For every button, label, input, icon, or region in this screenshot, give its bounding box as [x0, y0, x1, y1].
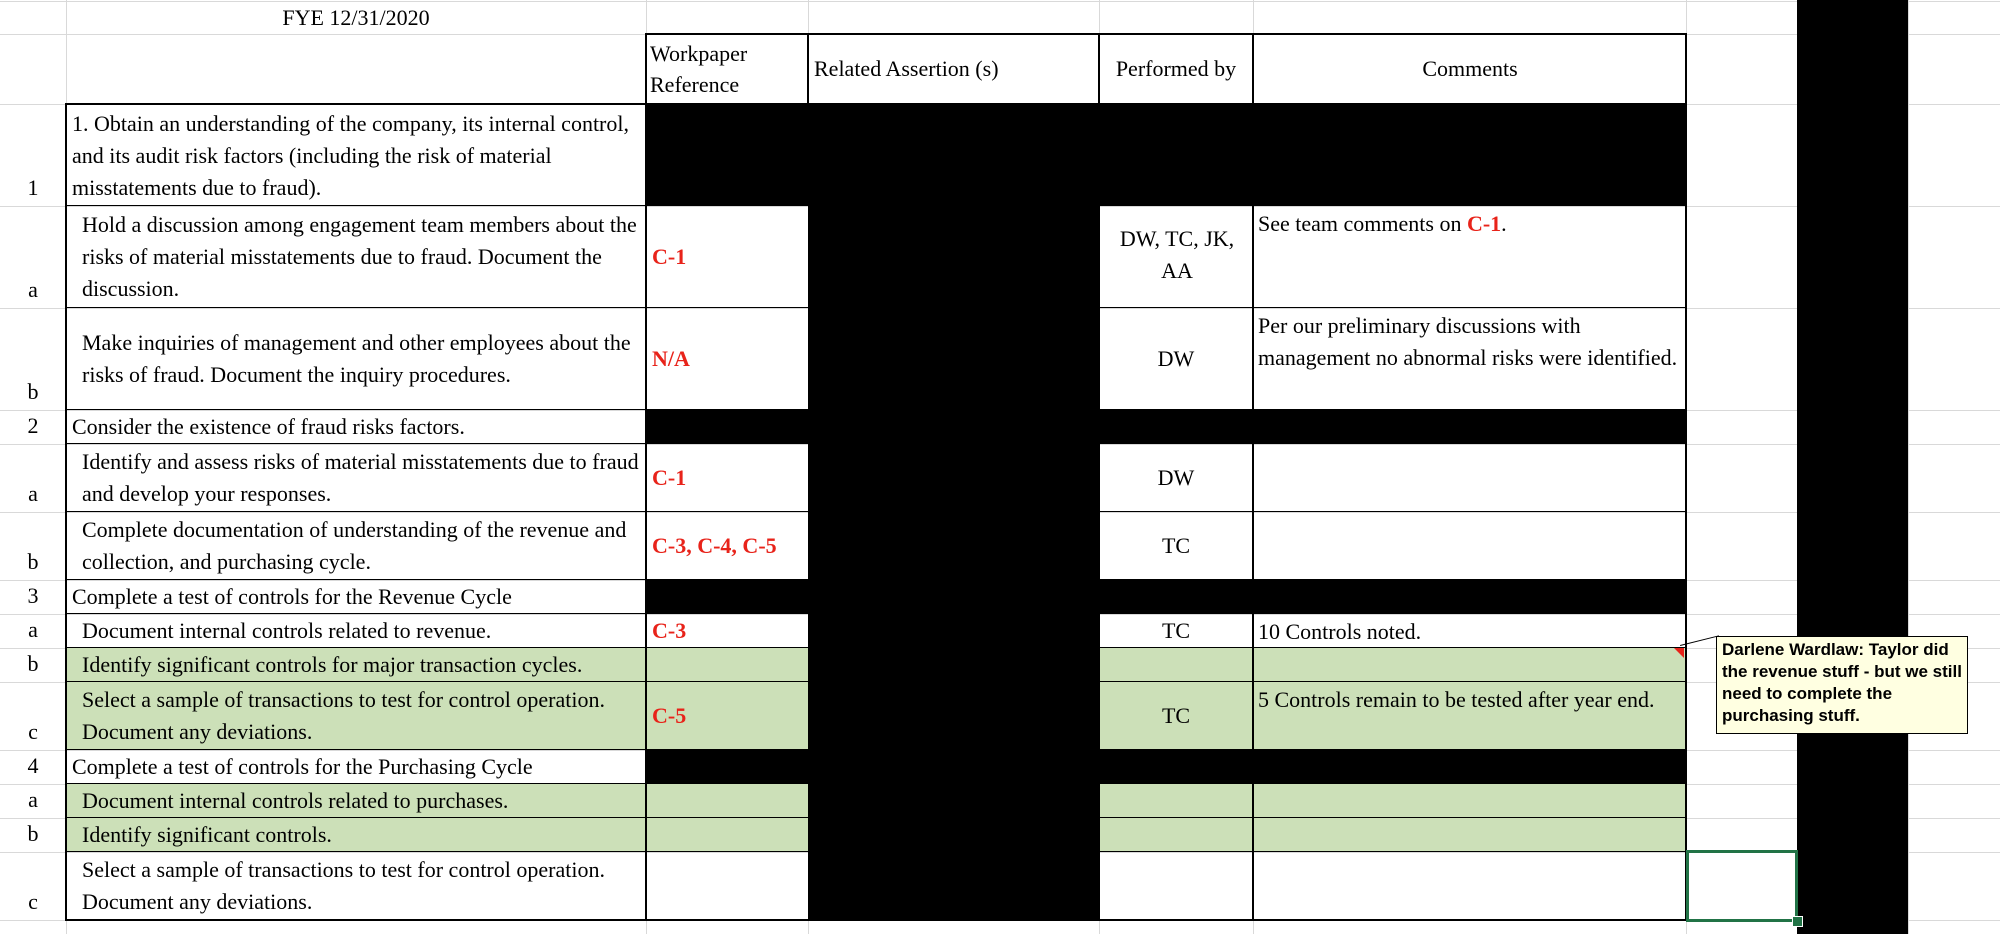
- header-performed: Performed by: [1115, 56, 1237, 81]
- task-cell[interactable]: Identify and assess risks of material misstatements due to fraud and develop your responses.: [82, 449, 639, 506]
- task-cell[interactable]: Document internal controls related to purchases.: [82, 788, 509, 813]
- task-cell[interactable]: Complete a test of controls for the Revenue Cycle: [72, 584, 512, 609]
- task-cell[interactable]: Identify significant controls.: [82, 822, 332, 847]
- workpaper-ref[interactable]: N/A: [652, 346, 690, 371]
- header-assertion: Related Assertion (s): [814, 56, 999, 81]
- workpaper-ref[interactable]: C-1: [652, 465, 687, 490]
- task-cell[interactable]: 1. Obtain an understanding of the company, its internal control, and its audit risk factors (including the risk of material misstatements due to fraud).: [72, 111, 629, 200]
- task-cell[interactable]: Complete a test of controls for the Purchasing Cycle: [72, 754, 533, 779]
- row-number: b: [27, 549, 39, 574]
- row-number: c: [28, 889, 38, 914]
- performed-by[interactable]: TC: [1161, 533, 1191, 558]
- task-cell[interactable]: Document internal controls related to revenue.: [82, 618, 492, 643]
- task-cell[interactable]: Hold a discussion among engagement team members about the risks of material misstatements due to fraud. Document the discussion.: [82, 212, 637, 301]
- workpaper-ref[interactable]: C-3, C-4, C-5: [652, 533, 777, 558]
- task-cell[interactable]: Identify significant controls for major transaction cycles.: [82, 652, 583, 677]
- performed-by[interactable]: DW: [1157, 465, 1195, 490]
- redacted-block: [646, 580, 1686, 614]
- comment-text: See team comments on: [1258, 211, 1467, 236]
- performed-by[interactable]: DW, TC, JK, AA: [1119, 226, 1235, 283]
- row-number: a: [28, 787, 38, 812]
- performed-by[interactable]: TC: [1161, 618, 1191, 643]
- task-cell[interactable]: Make inquiries of management and other employees about the risks of fraud. Document the inquiry procedures.: [82, 330, 631, 387]
- workpaper-ref[interactable]: C-5: [652, 703, 687, 728]
- row-number: 1: [27, 175, 39, 200]
- fill-handle[interactable]: [1792, 916, 1803, 927]
- row-number: a: [28, 617, 38, 642]
- workpaper-ref[interactable]: C-1: [652, 244, 687, 269]
- row-number: b: [27, 821, 39, 846]
- header-comments: Comments: [1422, 56, 1518, 81]
- comment-ref: C-1: [1466, 211, 1502, 236]
- sheet-title: FYE 12/31/2020: [282, 5, 430, 30]
- redacted-block: [646, 104, 1686, 206]
- row-number: b: [27, 379, 39, 404]
- comment-text: .: [1501, 211, 1507, 236]
- task-cell[interactable]: Select a sample of transactions to test for control operation. Document any deviations.: [82, 857, 605, 914]
- comment-cell[interactable]: 5 Controls remain to be tested after year end.: [1258, 687, 1655, 712]
- row-number: c: [28, 719, 38, 744]
- header-workpaper: Workpaper Reference: [650, 41, 748, 97]
- comment-cell[interactable]: Per our preliminary discussions with management no abnormal risks were identified.: [1258, 313, 1678, 370]
- workpaper-ref[interactable]: C-3: [652, 618, 687, 643]
- row-number: 3: [27, 583, 39, 608]
- performed-by[interactable]: DW: [1157, 346, 1195, 371]
- comment-cell[interactable]: [1254, 206, 1686, 308]
- task-cell[interactable]: Consider the existence of fraud risks factors.: [72, 414, 465, 439]
- task-cell[interactable]: Complete documentation of understanding of the revenue and collection, and purchasing cycle.: [82, 517, 627, 574]
- row-number: 4: [27, 753, 39, 778]
- comment-indicator-icon[interactable]: [1674, 648, 1684, 658]
- redacted-block: [646, 410, 1686, 444]
- redacted-right-column: [1797, 0, 1908, 934]
- selected-cell[interactable]: [1686, 850, 1798, 922]
- performed-by[interactable]: TC: [1161, 703, 1191, 728]
- row-number: b: [27, 651, 39, 676]
- redacted-column: [808, 206, 1099, 920]
- redacted-block: [646, 750, 1686, 784]
- comment-cell[interactable]: 10 Controls noted.: [1258, 619, 1422, 644]
- comment-note[interactable]: Darlene Wardlaw: Taylor did the revenue stuff - but we still need to complete the purchasing stuff.: [1716, 636, 1968, 734]
- row-number: a: [28, 481, 38, 506]
- row-number: 2: [27, 413, 39, 438]
- row-number: a: [28, 277, 38, 302]
- task-cell[interactable]: Select a sample of transactions to test for control operation. Document any deviations.: [82, 687, 605, 744]
